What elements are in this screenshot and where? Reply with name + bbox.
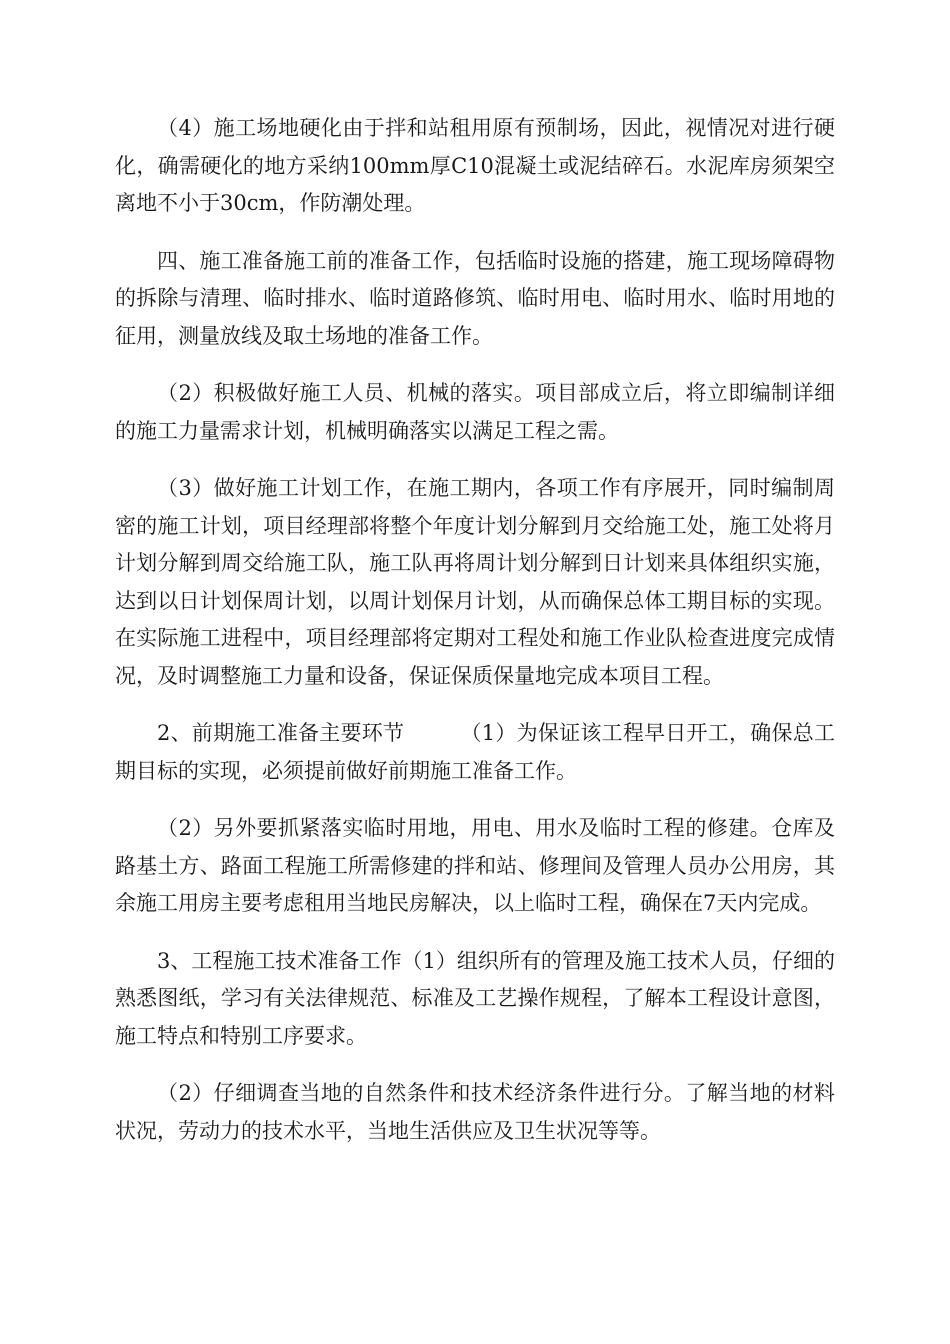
- paragraph-temporary-works: （2）另外要抓紧落实临时用地，用电、用水及临时工程的修建。仓库及路基土方、路面工程施工所需修建的拌和站、修理间及管理人员办公用房，其余施工用房主要考虑租用当地民房解决，以上临时工程，确保在7天内完成。: [115, 816, 835, 915]
- paragraph-technical-preparation: 3、工程施工技术准备工作（1）组织所有的管理及施工技术人员，仔细的熟悉图纸，学习有关法律规范、标准及工艺操作规程，了解本工程设计意图，施工特点和特别工序要求。: [115, 948, 835, 1048]
- paragraph-construction-preparation: 四、施工准备施工前的准备工作，包括临时设施的搭建，施工现场障碍物的拆除与清理、临时排水、临时道路修筑、临时用电、临时用水、临时用地的征用，测量放线及取土场地的准备工作。: [115, 248, 835, 348]
- paragraph-construction-plan: （3）做好施工计划工作，在施工期内，各项工作有序展开，同时编制周密的施工计划，项目经理部将整个年度计划分解到月交给施工处，施工处将月计划分解到周交给施工队，施工队再将周计划分解到日计划来具体组织实施，达到以日计划保周计划，以周计划保月计划，从而确保总体工期目标的实现。在实际施工进程中，项目经理部将定期对工程处和施工作业队检查进度完成情况，及时调整施工力量和设备，保证保质保量地完成本项目工程。: [115, 476, 835, 688]
- paragraph-body: （1）为保证该工程早日开工，确保总工期目标的实现，必须提前做好前期施工准备工作。: [115, 721, 835, 783]
- document-body: [115, 110, 835, 1170]
- paragraph-site-hardening: （4）施工场地硬化由于拌和站租用原有预制场，因此，视情况对进行硬化，确需硬化的地方采纳100mm厚C10混凝土或泥结碎石。水泥库房须架空离地不小于30cm，作防潮处理。: [115, 116, 835, 215]
- paragraph-local-survey: （2）仔细调查当地的自然条件和技术经济条件进行分。了解当地的材料状况，劳动力的技术水平，当地生活供应及卫生状况等等。: [115, 1081, 835, 1143]
- paragraph-heading: 2、前期施工准备主要环节: [157, 721, 405, 745]
- paragraph-personnel-machinery: （2）积极做好施工人员、机械的落实。项目部成立后，将立即编制详细的施工力量需求计划，机械明确落实以满足工程之需。: [115, 381, 835, 443]
- paragraph-early-preparation: [115, 715, 835, 790]
